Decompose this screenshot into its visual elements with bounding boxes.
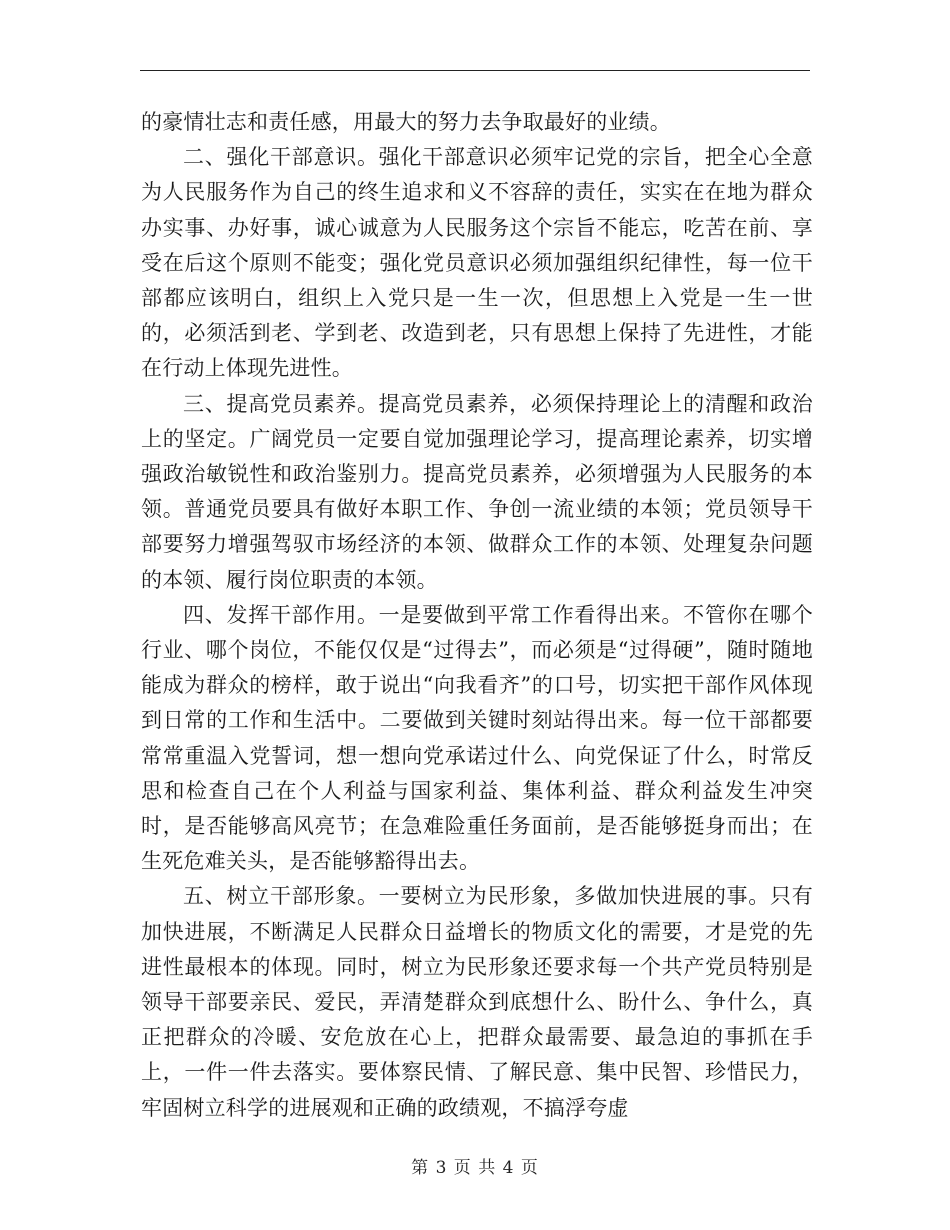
document-body [141,105,813,1126]
header-rule [140,70,810,71]
paragraph-strengthen-cadre-awareness: 二、强化干部意识。强化干部意识必须牢记党的宗旨，把全心全意为人民服务作为自己的终生追求和义不容辞的责任，实实在在地为群众办实事、办好事，诚心诚意为人民服务这个宗旨不能忘，吃苦在前、享受在后这个原则不能变；强化党员意识必须加强组织纪律性，每一位干部都应该明白，组织上入党只是一生一次，但思想上入党是一生一世的，必须活到老、学到老、改造到老，只有思想上保持了先进性，才能在行动上体现先进性。 [141,145,813,381]
paragraph-continuation: 的豪情壮志和责任感，用最大的努力去争取最好的业绩。 [141,110,671,134]
paragraph-establish-cadre-image: 五、树立干部形象。一要树立为民形象，多做加快进展的事。只有加快进展，不断满足人民群众日益增长的物质文化的需要，才是党的先进性最根本的体现。同时，树立为民形象还要求每一个共产党员特别是领导干部要亲民、爱民，弄清楚群众到底想什么、盼什么、争什么，真正把群众的冷暖、安危放在心上，把群众最需要、最急迫的事抓在手上，一件一件去落实。要体察民情、了解民意、集中民智、珍惜民力，牢固树立科学的进展观和正确的政绩观，不搞浮夸虚 [141,884,813,1120]
page-number-footer: 第 3 页 共 4 页 [411,1158,539,1178]
paragraph-improve-member-quality: 三、提高党员素养。提高党员素养，必须保持理论上的清醒和政治上的坚定。广阔党员一定要自觉加强理论学习，提高理论素养，切实增强政治敏锐性和政治鉴别力。提高党员素养，必须增强为人民服务的本领。普通党员要具有做好本职工作、争创一流业绩的本领；党员领导干部要努力增强驾驭市场经济的本领、做群众工作的本领、处理复杂问题的本领、履行岗位职责的本领。 [141,391,813,592]
paragraph-play-cadre-role: 四、发挥干部作用。一是要做到平常工作看得出来。不管你在哪个行业、哪个岗位，不能仅仅是“过得去”，而必须是“过得硬”，随时随地能成为群众的榜样，敢于说出“向我看齐”的口号，切实把干部作风体现到日常的工作和生活中。二要做到关键时刻站得出来。每一位干部都要常常重温入党誓词，想一想向党承诺过什么、向党保证了什么，时常反思和检查自己在个人利益与国家利益、集体利益、群众利益发生冲突时，是否能够高风亮节；在急难险重任务面前，是否能够挺身而出；在生死危难关头，是否能够豁得出去。 [141,602,813,874]
